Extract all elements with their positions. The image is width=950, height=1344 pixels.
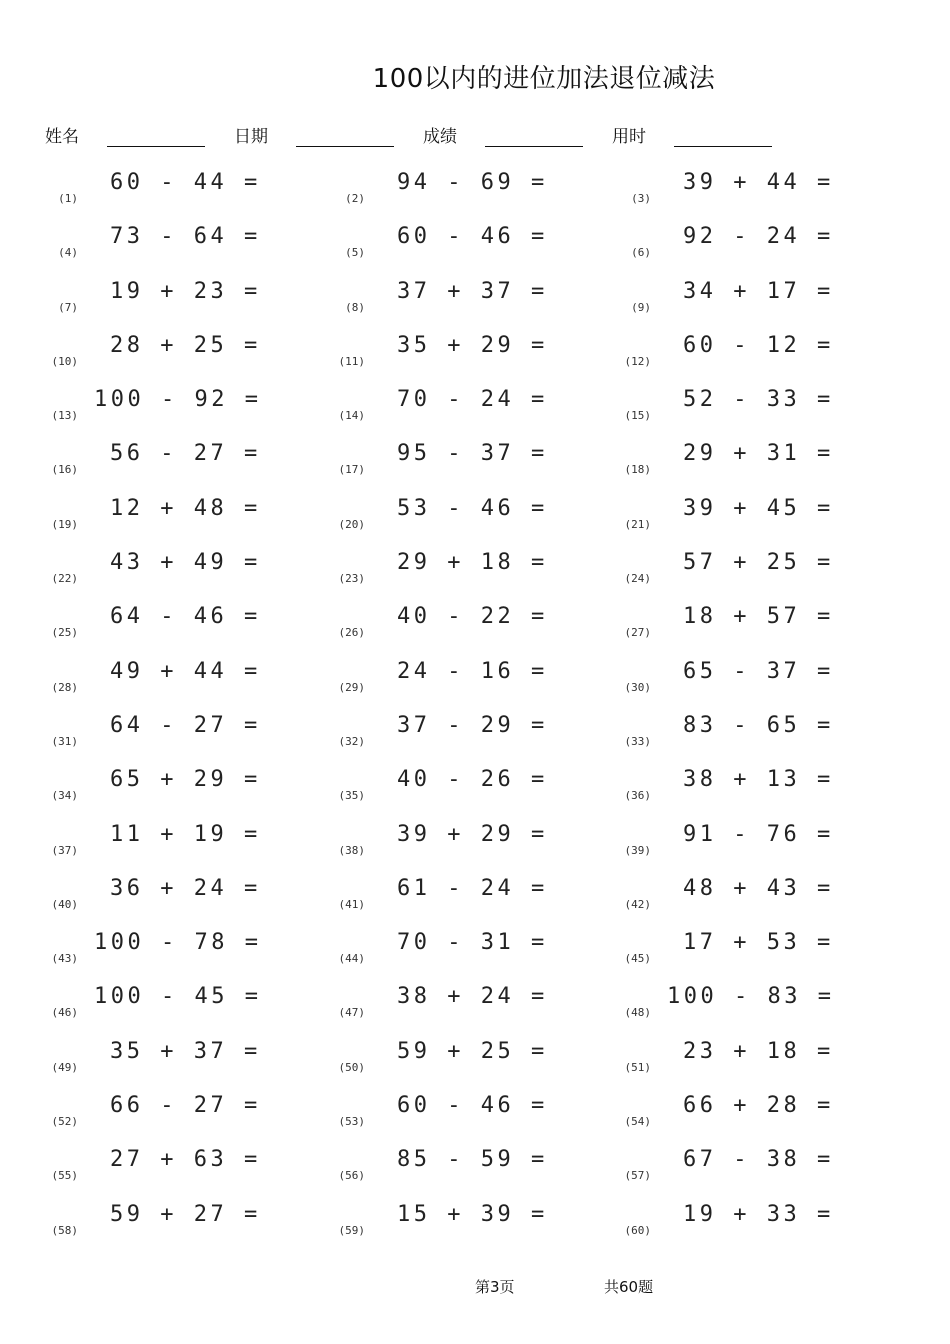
time-label: 用时 (612, 127, 646, 147)
problem-number: (54) (624, 1115, 651, 1129)
problem-number: (47) (338, 1006, 365, 1020)
problem-expression: 40 - 26 = (397, 767, 548, 793)
problem-expression: 19 + 33 = (683, 1201, 834, 1227)
problem-item (573, 812, 859, 866)
info-row (0, 122, 950, 148)
problem-row (0, 160, 950, 214)
name-blank[interactable] (107, 127, 205, 147)
problem-item (573, 920, 859, 974)
problem-item (573, 1029, 859, 1083)
problem-item (0, 812, 286, 866)
problem-expression: 40 - 22 = (397, 604, 548, 630)
problem-expression: 95 - 37 = (397, 441, 548, 467)
problem-expression: 56 - 27 = (110, 441, 261, 467)
problem-number: (45) (624, 952, 651, 966)
problem-number: (3) (631, 192, 651, 205)
problem-number: (1) (58, 192, 78, 205)
problem-number: (8) (345, 300, 365, 314)
problem-row (0, 486, 950, 540)
problem-number: (6) (631, 246, 651, 260)
problem-number: (35) (338, 789, 365, 803)
problem-item (287, 1137, 573, 1191)
problem-expression: 15 + 39 = (397, 1201, 548, 1227)
problem-item (0, 214, 286, 268)
problem-expression: 48 + 43 = (683, 875, 834, 901)
problem-item (0, 269, 286, 323)
problem-number: (53) (338, 1115, 365, 1129)
problem-item (0, 757, 286, 811)
problem-expression: 39 + 44 = (683, 170, 834, 195)
problem-expression: 11 + 19 = (110, 821, 261, 847)
problem-expression: 85 - 59 = (397, 1147, 548, 1173)
date-label: 日期 (234, 127, 268, 147)
problem-number: (31) (51, 734, 78, 748)
problem-number: (5) (345, 246, 365, 260)
time-blank[interactable] (674, 127, 772, 147)
problem-expression: 60 - 44 = (110, 170, 261, 195)
problem-number: (42) (624, 897, 651, 911)
problem-number: (34) (51, 789, 78, 803)
problem-row (0, 377, 950, 431)
problem-expression: 100 - 78 = (94, 930, 262, 956)
problem-number: (57) (624, 1169, 651, 1183)
problem-item (287, 920, 573, 974)
problem-number: (24) (624, 572, 651, 586)
problem-expression: 37 - 29 = (397, 712, 548, 738)
problem-expression: 100 - 83 = (667, 984, 835, 1010)
problem-number: (15) (624, 409, 651, 423)
problem-item (0, 866, 286, 920)
problem-item (0, 1083, 286, 1137)
problem-item (287, 540, 573, 594)
problem-row (0, 1192, 950, 1246)
problem-item (573, 540, 859, 594)
problem-expression: 53 - 46 = (397, 495, 548, 521)
problem-expression: 12 + 48 = (110, 495, 261, 521)
problem-item (287, 812, 573, 866)
problem-expression: 100 - 92 = (94, 387, 262, 413)
problem-number: (33) (624, 734, 651, 748)
problem-item (573, 431, 859, 485)
problem-row (0, 431, 950, 485)
problem-item (573, 269, 859, 323)
problem-item (0, 920, 286, 974)
problem-number: (26) (338, 626, 365, 640)
problem-item (0, 649, 286, 703)
problem-item (287, 431, 573, 485)
problem-expression: 60 - 46 = (397, 224, 548, 250)
problem-expression: 66 + 28 = (683, 1093, 834, 1119)
problem-row (0, 269, 950, 323)
problem-item (0, 323, 286, 377)
problem-item (0, 540, 286, 594)
time-field[interactable] (612, 122, 772, 147)
problem-expression: 23 + 18 = (683, 1038, 834, 1064)
problem-row (0, 757, 950, 811)
problem-item (573, 486, 859, 540)
problem-count: 共60题 (604, 1278, 654, 1296)
problem-number: (19) (51, 517, 78, 531)
problem-expression: 59 + 27 = (110, 1201, 261, 1227)
problem-item (287, 866, 573, 920)
page-number: 第3页 (475, 1278, 515, 1296)
problem-expression: 34 + 17 = (683, 278, 834, 304)
score-field[interactable] (423, 122, 583, 147)
problem-expression: 28 + 25 = (110, 332, 261, 358)
problem-expression: 18 + 57 = (683, 604, 834, 630)
problem-expression: 27 + 63 = (110, 1147, 261, 1173)
problem-number: (16) (51, 463, 78, 477)
problem-item (573, 703, 859, 757)
problem-expression: 65 + 29 = (110, 767, 261, 793)
problem-expression: 37 + 37 = (397, 278, 548, 304)
problem-number: (27) (624, 626, 651, 640)
problem-item (0, 594, 286, 648)
problem-expression: 100 - 45 = (94, 984, 262, 1010)
problem-number: (60) (624, 1223, 651, 1237)
problem-expression: 38 + 13 = (683, 767, 834, 793)
problem-number: (32) (338, 734, 365, 748)
problem-expression: 70 - 31 = (397, 930, 548, 956)
problem-expression: 59 + 25 = (397, 1038, 548, 1064)
problem-item (287, 594, 573, 648)
problem-item (0, 703, 286, 757)
problem-number: (49) (51, 1060, 78, 1074)
problem-number: (48) (624, 1006, 651, 1020)
problem-number: (23) (338, 572, 365, 586)
problem-item (287, 1192, 573, 1246)
score-label: 成绩 (423, 127, 457, 147)
problem-row (0, 323, 950, 377)
problem-row (0, 812, 950, 866)
problem-row (0, 594, 950, 648)
problem-number: (30) (624, 680, 651, 694)
problem-item (287, 377, 573, 431)
problem-expression: 57 + 25 = (683, 550, 834, 576)
problem-expression: 66 - 27 = (110, 1093, 261, 1119)
problem-number: (36) (624, 789, 651, 803)
problem-number: (4) (58, 246, 78, 260)
problem-item (287, 757, 573, 811)
problem-expression: 61 - 24 = (397, 875, 548, 901)
problem-item (287, 323, 573, 377)
problem-number: (38) (338, 843, 365, 857)
problem-item (573, 377, 859, 431)
problem-expression: 60 - 12 = (683, 332, 834, 358)
problem-item (573, 974, 859, 1028)
problem-item (0, 1137, 286, 1191)
problem-number: (58) (51, 1223, 78, 1237)
problem-item (573, 160, 859, 214)
problem-row (0, 214, 950, 268)
problem-number: (59) (338, 1223, 365, 1237)
problem-expression: 60 - 46 = (397, 1093, 548, 1119)
problem-number: (29) (338, 680, 365, 694)
problem-item (573, 1083, 859, 1137)
problem-number: (7) (58, 300, 78, 314)
problem-number: (28) (51, 680, 78, 694)
problem-number: (11) (338, 354, 365, 368)
problem-number: (51) (624, 1060, 651, 1074)
problem-number: (39) (624, 843, 651, 857)
problem-item (0, 1029, 286, 1083)
problem-row (0, 1029, 950, 1083)
problem-row (0, 866, 950, 920)
problem-item (573, 649, 859, 703)
problem-row (0, 649, 950, 703)
problem-number: (2) (345, 192, 365, 205)
problem-expression: 49 + 44 = (110, 658, 261, 684)
problem-expression: 19 + 23 = (110, 278, 261, 304)
problem-number: (17) (338, 463, 365, 477)
problem-item (573, 1192, 859, 1246)
problem-expression: 67 - 38 = (683, 1147, 834, 1173)
problem-expression: 52 - 33 = (683, 387, 834, 413)
problem-number: (12) (624, 354, 651, 368)
problem-expression: 38 + 24 = (397, 984, 548, 1010)
problem-number: (40) (51, 897, 78, 911)
problem-item (287, 1029, 573, 1083)
problem-number: (21) (624, 517, 651, 531)
problem-row (0, 1083, 950, 1137)
date-field[interactable] (234, 122, 394, 147)
problem-expression: 39 + 45 = (683, 495, 834, 521)
problem-expression: 92 - 24 = (683, 224, 834, 250)
problem-item (0, 486, 286, 540)
problem-row (0, 1137, 950, 1191)
problem-expression: 35 + 37 = (110, 1038, 261, 1064)
problem-item (573, 214, 859, 268)
problem-number: (46) (51, 1006, 78, 1020)
problem-expression: 29 + 18 = (397, 550, 548, 576)
problem-item (287, 974, 573, 1028)
problem-number: (22) (51, 572, 78, 586)
problem-item (0, 431, 286, 485)
problem-expression: 35 + 29 = (397, 332, 548, 358)
problem-grid (0, 160, 950, 1246)
problem-number: (41) (338, 897, 365, 911)
problem-number: (55) (51, 1169, 78, 1183)
problem-item (287, 486, 573, 540)
problem-item (573, 594, 859, 648)
problem-expression: 70 - 24 = (397, 387, 548, 413)
problem-expression: 36 + 24 = (110, 875, 261, 901)
name-field[interactable] (45, 122, 205, 147)
problem-item (0, 377, 286, 431)
problem-number: (43) (51, 952, 78, 966)
problem-row (0, 540, 950, 594)
problem-item (573, 757, 859, 811)
problem-item (0, 974, 286, 1028)
problem-number: (20) (338, 517, 365, 531)
problem-item (573, 866, 859, 920)
problem-item (573, 1137, 859, 1191)
problem-item (0, 1192, 286, 1246)
problem-expression: 64 - 27 = (110, 712, 261, 738)
name-label: 姓名 (45, 127, 79, 147)
problem-number: (25) (51, 626, 78, 640)
problem-row (0, 920, 950, 974)
problem-item (287, 269, 573, 323)
problem-number: (37) (51, 843, 78, 857)
problem-number: (56) (338, 1169, 365, 1183)
problem-item (0, 160, 286, 214)
problem-number: (18) (624, 463, 651, 477)
problem-expression: 43 + 49 = (110, 550, 261, 576)
score-blank[interactable] (485, 127, 583, 147)
problem-row (0, 703, 950, 757)
problem-item (287, 649, 573, 703)
page-title: 100以内的进位加法退位减法 (372, 64, 716, 94)
problem-number: (50) (338, 1060, 365, 1074)
problem-expression: 73 - 64 = (110, 224, 261, 250)
problem-expression: 17 + 53 = (683, 930, 834, 956)
problem-number: (44) (338, 952, 365, 966)
problem-row (0, 974, 950, 1028)
problem-number: (14) (338, 409, 365, 423)
problem-item (573, 323, 859, 377)
problem-expression: 29 + 31 = (683, 441, 834, 467)
problem-expression: 39 + 29 = (397, 821, 548, 847)
problem-number: (9) (631, 300, 651, 314)
date-blank[interactable] (296, 127, 394, 147)
problem-item (287, 214, 573, 268)
problem-expression: 24 - 16 = (397, 658, 548, 684)
problem-number: (13) (51, 409, 78, 423)
problem-expression: 91 - 76 = (683, 821, 834, 847)
problem-number: (10) (51, 354, 78, 368)
problem-number: (52) (51, 1115, 78, 1129)
problem-item (287, 1083, 573, 1137)
problem-item (287, 160, 573, 214)
problem-expression: 65 - 37 = (683, 658, 834, 684)
problem-expression: 83 - 65 = (683, 712, 834, 738)
problem-expression: 94 - 69 = (397, 170, 548, 195)
problem-expression: 64 - 46 = (110, 604, 261, 630)
problem-item (287, 703, 573, 757)
